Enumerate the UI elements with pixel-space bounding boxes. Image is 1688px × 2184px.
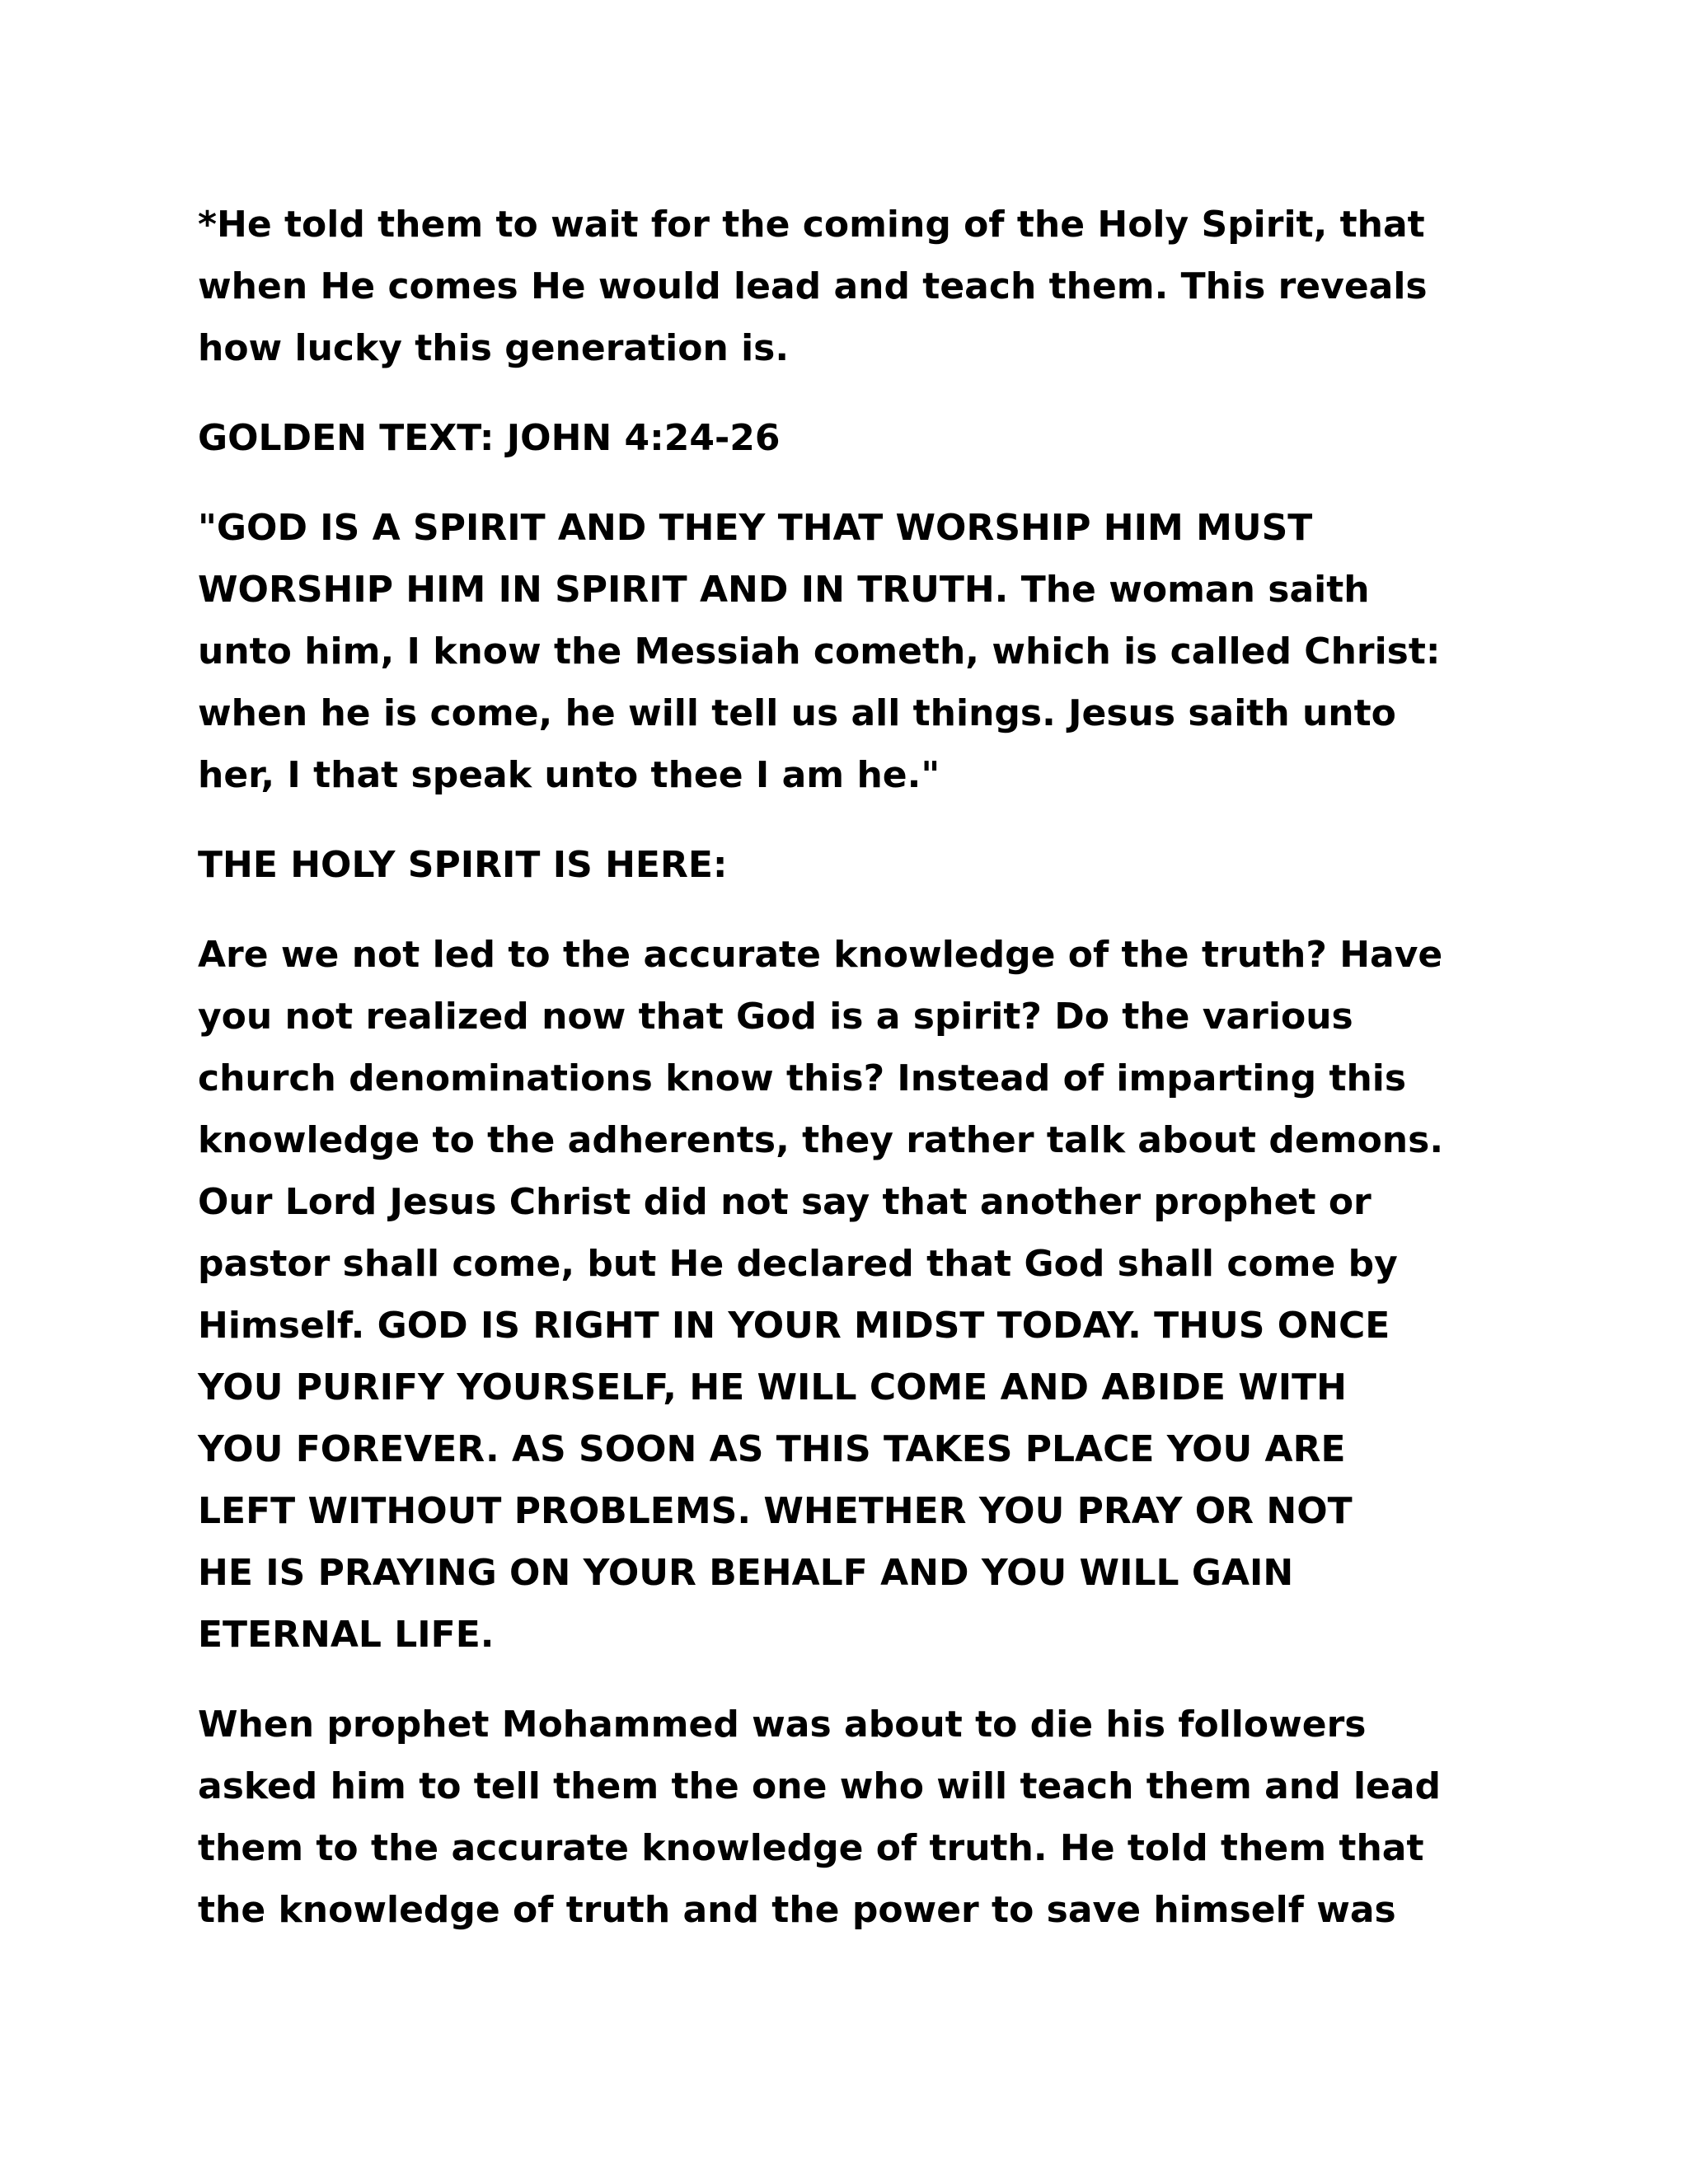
text-line: HE IS PRAYING ON YOUR BEHALF AND YOU WILL GAIN	[198, 1552, 1294, 1594]
holy-spirit-here-heading	[198, 834, 1500, 896]
paragraph-scripture-quote	[198, 497, 1500, 806]
text-line: YOU FOREVER. AS SOON AS THIS TAKES PLACE YOU ARE	[198, 1428, 1346, 1470]
text-line: unto him, I know the Messiah cometh, which is called Christ:	[198, 630, 1441, 673]
document-page	[198, 194, 1500, 1969]
text-line: pastor shall come, but He declared that God shall come by	[198, 1243, 1398, 1285]
text-line: When prophet Mohammed was about to die his followers	[198, 1704, 1367, 1746]
text-line: when he is come, he will tell us all things. Jesus saith unto	[198, 692, 1396, 734]
heading-line: GOLDEN TEXT: JOHN 4:24-26	[198, 417, 781, 459]
text-line: knowledge to the adherents, they rather talk about demons.	[198, 1119, 1444, 1161]
text-line: church denominations know this? Instead of imparting this	[198, 1057, 1407, 1099]
text-line: Our Lord Jesus Christ did not say that another prophet or	[198, 1181, 1372, 1223]
paragraph-accurate-knowledge	[198, 924, 1500, 1666]
text-line: Are we not led to the accurate knowledge of the truth? Have	[198, 934, 1443, 976]
paragraph-prophet-mohammed	[198, 1694, 1500, 1941]
text-line: you not realized now that God is a spirit? Do the various	[198, 996, 1353, 1038]
golden-text-heading	[198, 407, 1500, 469]
text-line: WORSHIP HIM IN SPIRIT AND IN TRUTH. The woman saith	[198, 569, 1370, 611]
text-line: *He told them to wait for the coming of the Holy Spirit, that	[198, 204, 1425, 246]
text-line: asked him to tell them the one who will teach them and lead	[198, 1765, 1442, 1807]
text-line: the knowledge of truth and the power to save himself was	[198, 1889, 1396, 1931]
text-line: Himself. GOD IS RIGHT IN YOUR MIDST TODAY. THUS ONCE	[198, 1305, 1390, 1347]
paragraph-holy-spirit-wait	[198, 194, 1500, 379]
text-line: LEFT WITHOUT PROBLEMS. WHETHER YOU PRAY OR NOT	[198, 1490, 1353, 1532]
text-line: when He comes He would lead and teach them. This reveals	[198, 265, 1428, 307]
text-line: her, I that speak unto thee I am he."	[198, 754, 940, 796]
heading-line: THE HOLY SPIRIT IS HERE:	[198, 844, 728, 886]
text-line: ETERNAL LIFE.	[198, 1614, 495, 1656]
text-line: "GOD IS A SPIRIT AND THEY THAT WORSHIP HIM MUST	[198, 507, 1313, 549]
text-line: how lucky this generation is.	[198, 327, 790, 369]
text-line: them to the accurate knowledge of truth. He told them that	[198, 1827, 1424, 1869]
text-line: YOU PURIFY YOURSELF, HE WILL COME AND ABIDE WITH	[198, 1366, 1347, 1408]
